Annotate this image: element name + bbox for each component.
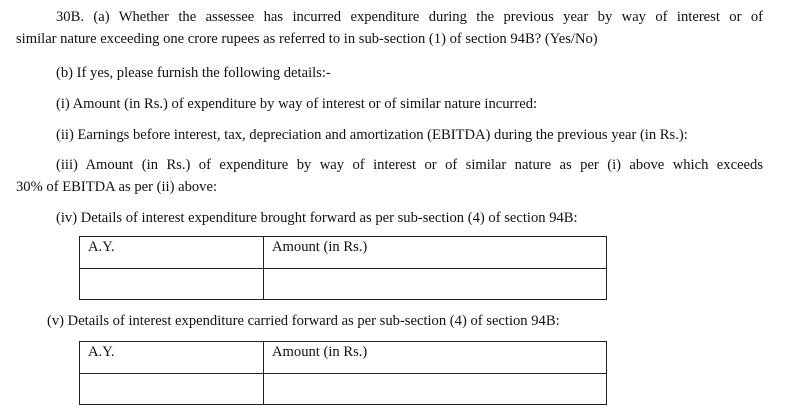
amount-cell[interactable] [264,269,607,300]
question-30b-ii: (ii) Earnings before interest, tax, depreciation and amortization (EBITDA) during the previous year (in Rs.): [56,127,688,143]
ay-column-header: A.Y. [80,237,264,269]
ay-cell[interactable] [80,374,264,405]
table-row [80,269,607,300]
question-30b-iii-line2: 30% of EBITDA as per (ii) above: [16,179,218,195]
question-30b-i: (i) Amount (in Rs.) of expenditure by way of interest or of similar nature incurred: [56,96,538,112]
interest-carried-forward-table [79,341,607,405]
amount-cell[interactable] [264,374,607,405]
ay-column-header: A.Y. [80,342,264,374]
interest-brought-forward-table [79,236,607,300]
amount-column-header: Amount (in Rs.) [264,342,607,374]
question-30b-a-line1: 30B. (a) Whether the assessee has incurred expenditure during the previous year by way of interest or of [56,9,763,25]
table-header-row [80,237,607,269]
table-row [80,374,607,405]
ay-cell[interactable] [80,269,264,300]
question-30b-v: (v) Details of interest expenditure carried forward as per sub-section (4) of section 94B: [47,313,560,329]
amount-column-header: Amount (in Rs.) [264,237,607,269]
question-30b-iv: (iv) Details of interest expenditure brought forward as per sub-section (4) of section 94B: [56,210,578,226]
table-header-row [80,342,607,374]
question-30b-a-line2: similar nature exceeding one crore rupees as referred to in sub-section (1) of section 94B? (Yes/No) [16,31,598,47]
question-30b-iii-line1: (iii) Amount (in Rs.) of expenditure by way of interest or of similar nature as per (i) above which exceeds [56,157,763,173]
question-30b-b: (b) If yes, please furnish the following details:- [56,65,331,81]
